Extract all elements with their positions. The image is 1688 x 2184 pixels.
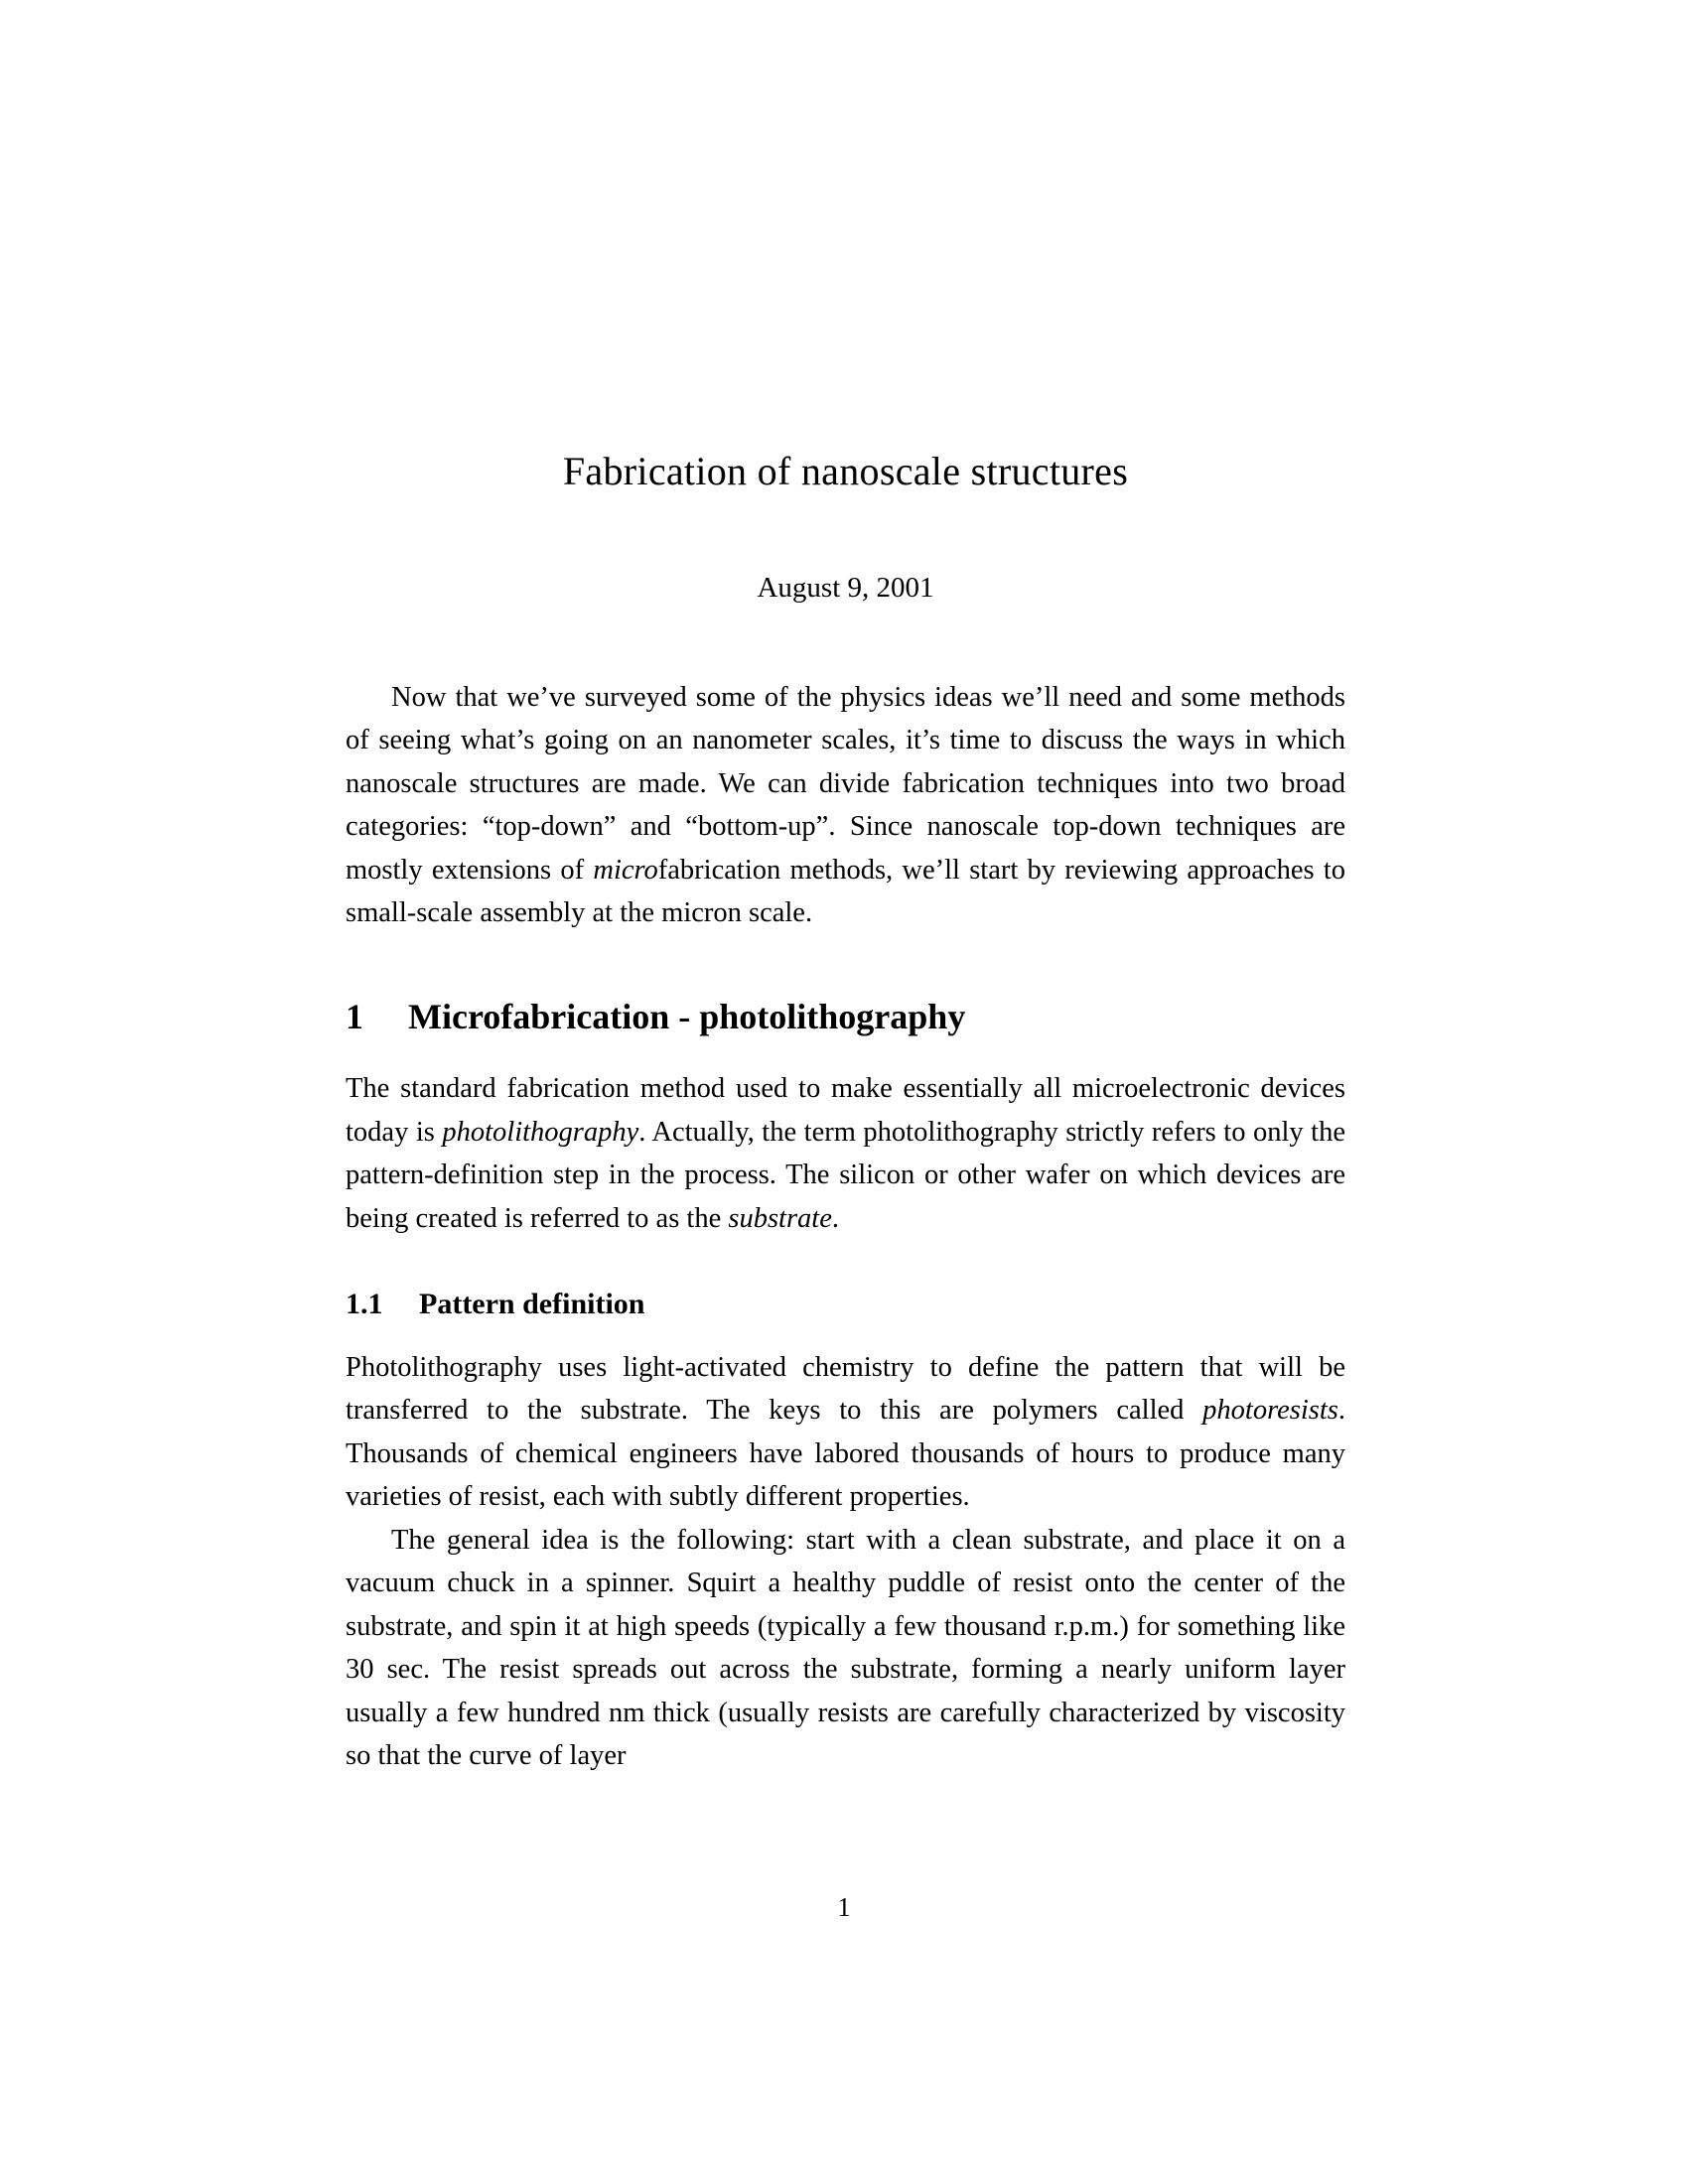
section-1-paragraph-1 [346,1067,1345,1240]
section-heading-1 [346,935,1345,1067]
subsection-heading-1-1 [346,1240,1345,1346]
subsection-1-1-emphasis-photoresists: photoresists [1202,1395,1338,1427]
intro-paragraph [346,605,1345,935]
section-1-paragraph-1-part-1: The standard fabrication method used to make essentially all microelectronic devices today is [346,1073,1345,1148]
section-1-emphasis-substrate: substrate [728,1202,832,1234]
intro-paragraph-text-before-italic: Now that we’ve surveyed some of the physics ideas we’ll need and some methods of seeing what’s going on an nanometer scales, it’s time to discuss the ways in which nanoscale structures are made. We can divide fabrication techniques into two broad categories: “top-down” and “bottom-up”. Since nanoscale top-down techniques are mostly extensions of [346,681,1345,886]
subsection-1-1-paragraph-1-part-1: Photolithography uses light-activated chemistry to define the pattern that will be transferred to the substrate. The keys to this are polymers called [346,1351,1345,1427]
page-title: Fabrication of nanoscale structures [562,449,1129,493]
intro-paragraph-emphasis-micro: micro [593,854,658,886]
subsection-title-1-1: Pattern definition [419,1288,645,1321]
section-1-paragraph-1-part-2: . Actually, the term photolithography strictly refers to only the pattern-definition step in the process. The silicon or other wafer on which devices are being created is referred to as the [346,1116,1345,1234]
page-content [346,0,1345,1778]
subsection-number-1-1: 1.1 [346,1288,383,1321]
intro-paragraph-text-after-italic: fabrication methods, we’ll start by reviewing approaches to small-scale assembly at the micron scale. [346,854,1345,929]
subsection-1-1-paragraph-1-part-2: . Thousands of chemical engineers have labored thousands of hours to produce many varieties of resist, each with subtly different properties. [346,1395,1345,1513]
section-1-emphasis-photolithography: photolithography [442,1116,639,1148]
subsection-1-1-paragraph-2: The general idea is the following: start with a clean substrate, and place it on a vacuum chuck in a spinner. Squirt a healthy puddle of resist onto the center of the substrate, and spin it at high speeds (typically a few thousand r.p.m.) for something like 30 sec. The resist spreads out across the substrate, forming a nearly uniform layer usually a few hundred nm thick (usually resists are carefully characterized by viscosity so that the curve of layer [346,1524,1345,1772]
document-date: August 9, 2001 [757,572,934,604]
section-title-1: Microfabrication - photolithography [408,996,966,1036]
subsection-1-1-paragraph-1 [346,1346,1345,1519]
section-1-paragraph-1-part-3: . [831,1202,839,1234]
section-number-1: 1 [346,996,363,1036]
page-number: 1 [837,1892,851,1922]
